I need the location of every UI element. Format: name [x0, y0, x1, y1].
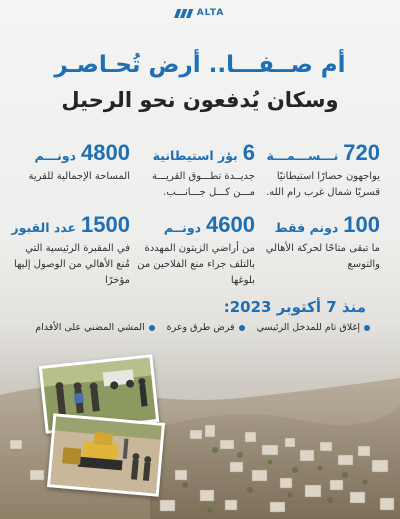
- headline-line-2: وسكان يُدفعون نحو الرحيل: [61, 88, 339, 112]
- measure-text: المشي المضني على الأقدام: [35, 322, 145, 333]
- stat-unit: دونـــم: [34, 148, 77, 163]
- stat-number: 4800: [81, 140, 130, 165]
- stat-description: المساحة الإجمالية للقرية: [28, 171, 130, 182]
- bullet-dot-icon: [364, 325, 370, 331]
- stat-description: جديــدة تطـــوق القريـــة مـــن كـــل جـــانـــب.: [152, 171, 255, 198]
- stat-number: 6: [242, 140, 255, 165]
- measure-text: إغلاق تام للمدخل الرئيسي: [256, 322, 360, 333]
- stat-description: من أراضي الزيتون المهددة بالتلف جراء منع الفلاحين من بلوغها: [137, 243, 255, 286]
- stat-description: ما تبقى متاحًا لحركة الأهالي والتوسع: [265, 243, 380, 270]
- brand-logo: [176, 8, 225, 18]
- stat-graves: [12, 212, 130, 289]
- stat-unit: دونم فقط: [274, 220, 339, 235]
- since-date-heading: منذ 7 أكتوبر 2023:: [223, 298, 366, 316]
- stat-olive-land: [137, 212, 255, 289]
- stat-outposts: [137, 140, 255, 201]
- measures-list: [35, 322, 370, 333]
- stat-unit: بؤر استيطانية: [152, 148, 238, 163]
- measure-item: [257, 322, 370, 333]
- stat-unit: دونــم: [163, 220, 202, 235]
- logo-text: ALTA: [196, 8, 225, 18]
- stat-remaining-land: [262, 212, 380, 273]
- logo-bar-icon: [186, 9, 193, 18]
- measure-text: فرض طرق وعرة: [166, 322, 235, 333]
- headline-line-1: أم صــفـــا.. أرض تُحـاصـر: [54, 52, 346, 78]
- photo-bulldozer: [47, 413, 165, 496]
- stat-description: في المقبرة الرئيسية التي مُنع الأهالي من الوصول إليها مؤخرًا: [14, 243, 130, 286]
- stat-population: [262, 140, 380, 201]
- stat-unit: عدد القبور: [11, 220, 77, 235]
- stat-number: 4600: [206, 212, 255, 237]
- measure-item: [35, 322, 154, 333]
- stat-total-area: [12, 140, 130, 185]
- stat-number: 1500: [81, 212, 130, 237]
- stat-number: 100: [343, 212, 380, 237]
- stat-description: يواجهون حصارًا استيطانيًا قسريًا شمال غرب رام الله.: [266, 171, 380, 198]
- stat-unit: نـــســـمـــة: [266, 148, 339, 163]
- stat-number: 720: [343, 140, 380, 165]
- bullet-dot-icon: [239, 325, 245, 331]
- measure-item: [167, 322, 245, 333]
- bullet-dot-icon: [149, 325, 155, 331]
